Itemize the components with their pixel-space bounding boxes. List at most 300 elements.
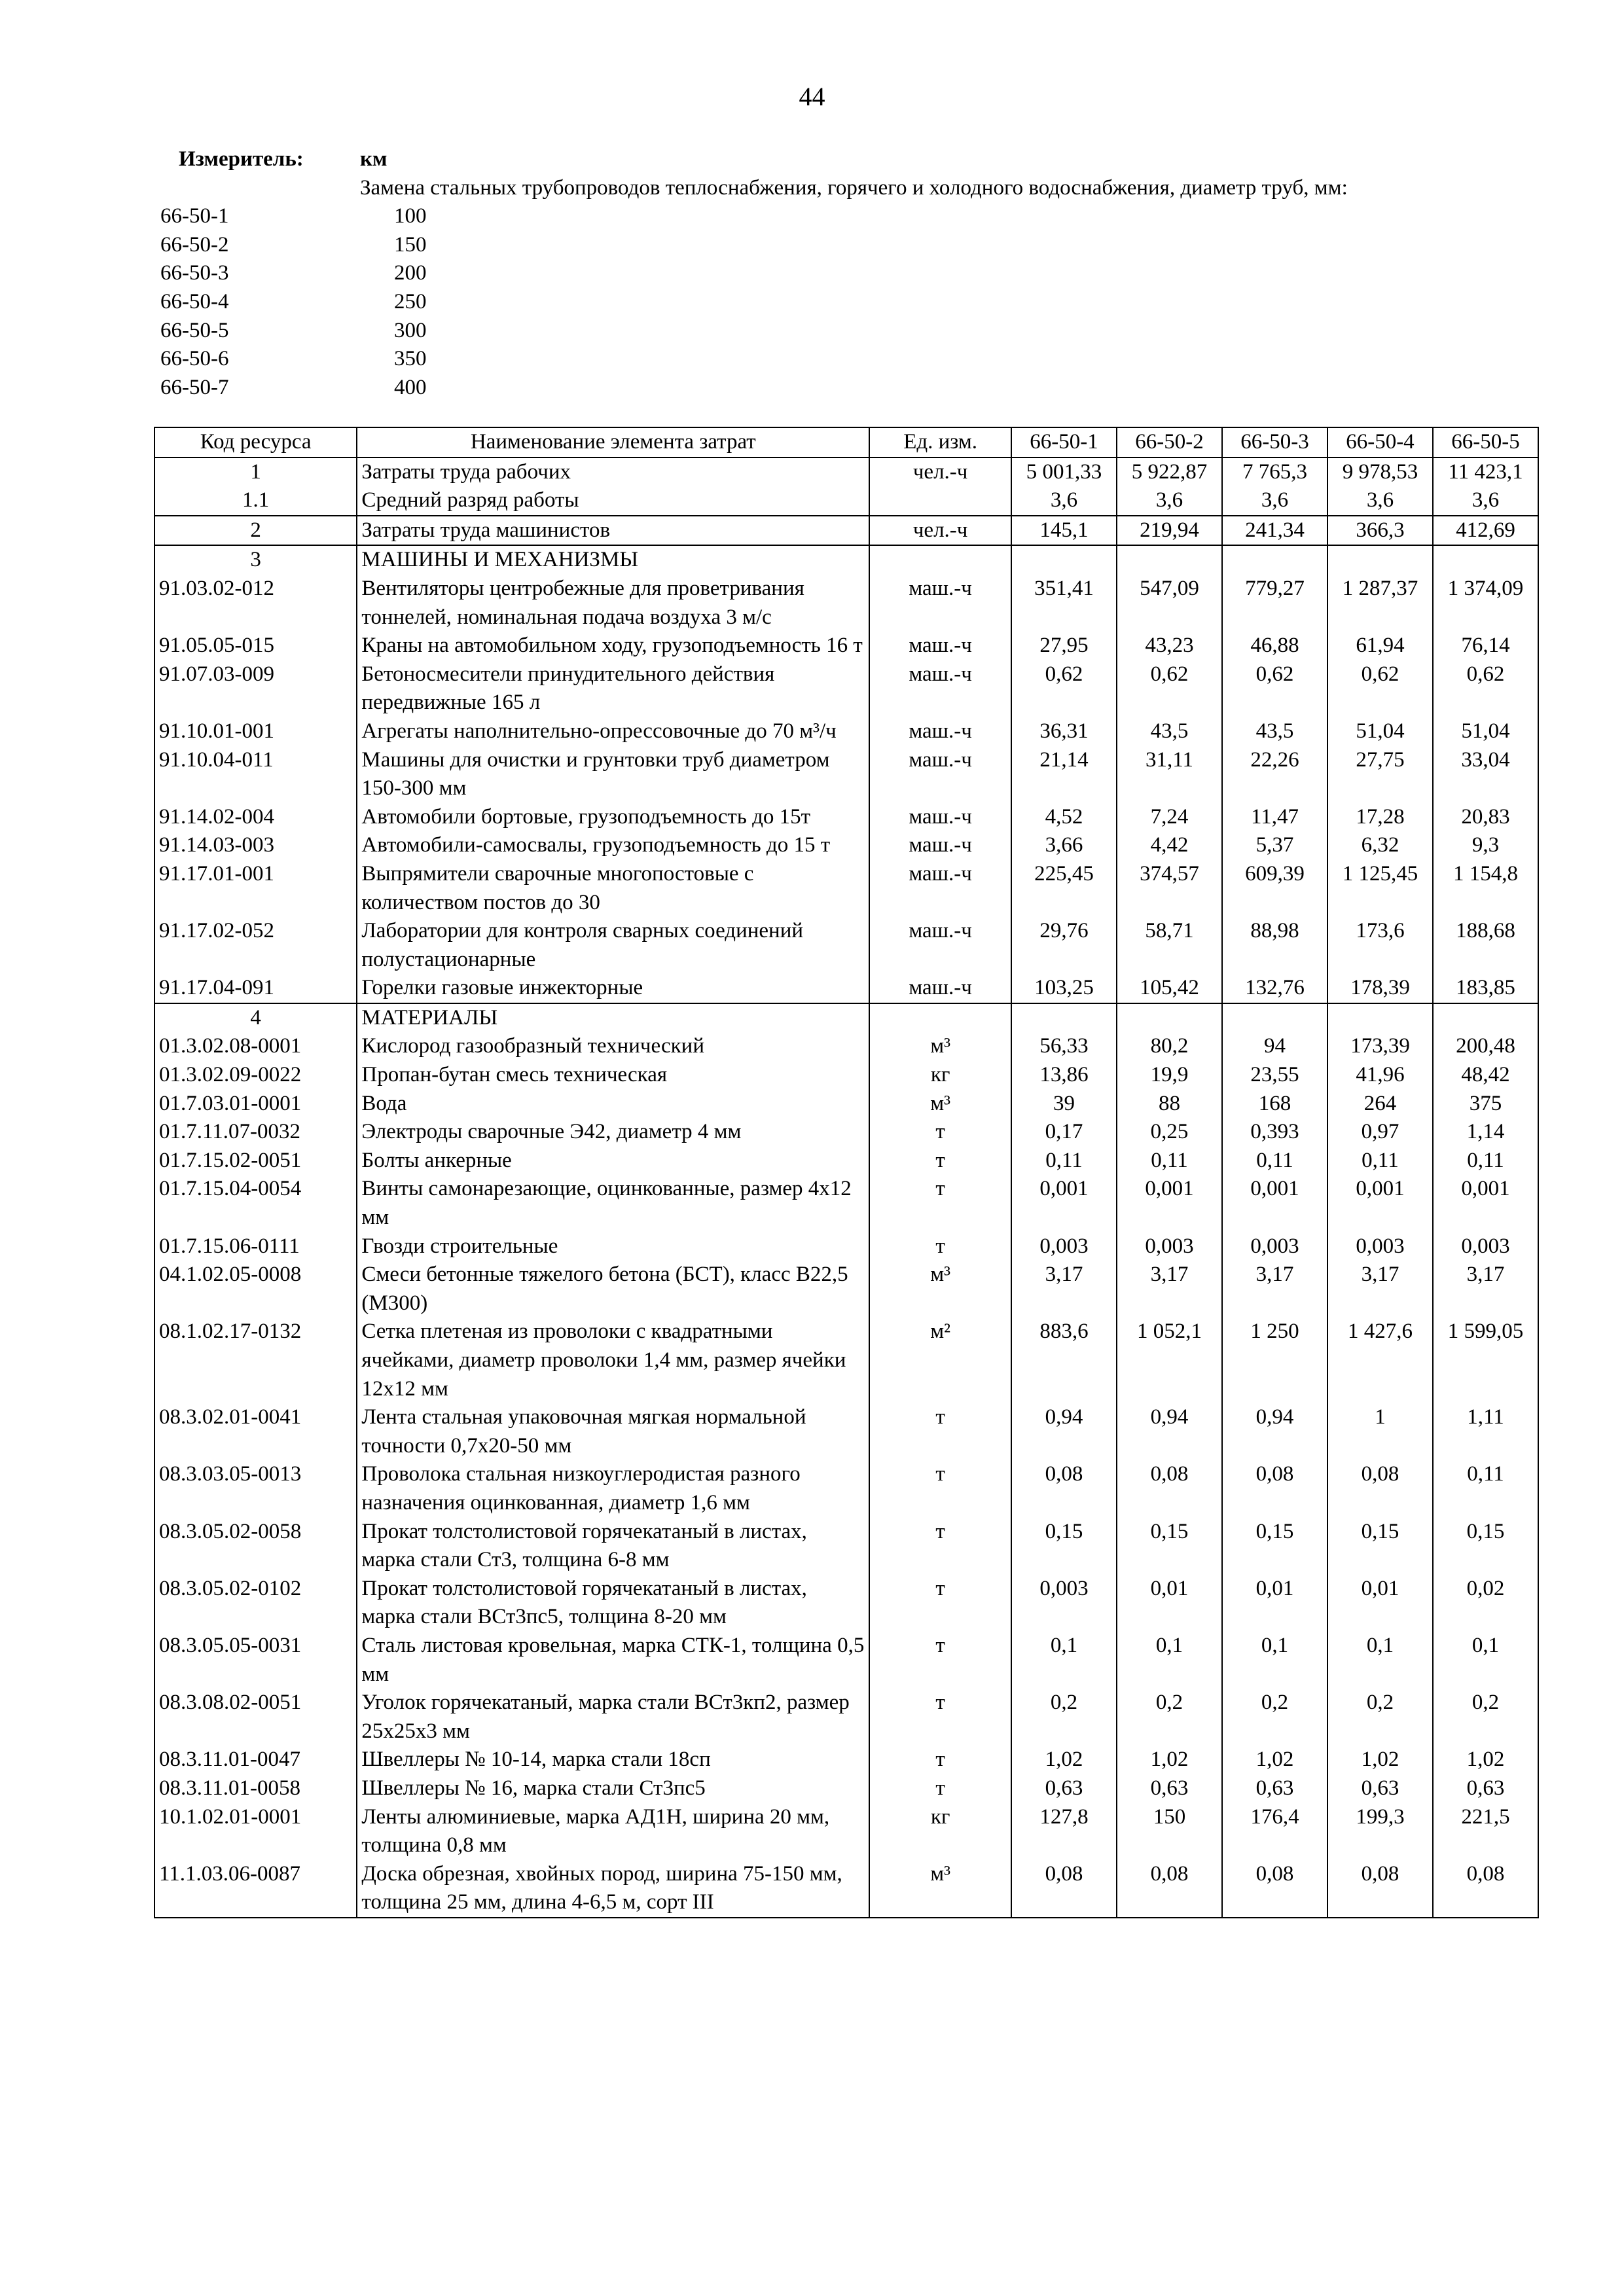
- variant-code: 66-50-3: [160, 261, 229, 285]
- table-row: [154, 1632, 1538, 1689]
- section-row: [154, 545, 1538, 575]
- table-row: [154, 1318, 1538, 1403]
- resource-name: Вода: [357, 1090, 869, 1119]
- value-cell: 1: [1327, 1403, 1433, 1460]
- value-cell: 0,003: [1222, 1232, 1327, 1261]
- variant-code: 66-50-7: [160, 375, 229, 399]
- value-cell: 88,98: [1222, 917, 1327, 974]
- value-cell: 33,04: [1433, 746, 1538, 803]
- header-code: Код ресурса: [154, 427, 357, 457]
- header-variant-1: 66-50-1: [1011, 427, 1117, 457]
- resource-name: Выпрямители сварочные многопостовые с количеством постов до 30: [357, 860, 869, 917]
- value-cell: 0,11: [1327, 1147, 1433, 1175]
- resource-unit: т: [869, 1403, 1011, 1460]
- value-cell: 0,63: [1011, 1774, 1117, 1803]
- resource-name: Ленты алюминиевые, марка АД1Н, ширина 20 мм, толщина 0,8 мм: [357, 1803, 869, 1860]
- value-cell: 375: [1433, 1090, 1538, 1119]
- value-cell: 0,08: [1117, 1460, 1222, 1517]
- resource-name: Электроды сварочные Э42, диаметр 4 мм: [357, 1118, 869, 1147]
- value-cell: 0,08: [1433, 1860, 1538, 1918]
- resource-name: Автомобили-самосвалы, грузоподъемность до 15 т: [357, 831, 869, 860]
- value-cell: [1011, 1003, 1117, 1033]
- table-row: [154, 632, 1538, 660]
- table-row: [154, 803, 1538, 832]
- value-cell: 5 001,33: [1011, 457, 1117, 487]
- value-cell: 0,1: [1327, 1632, 1433, 1689]
- resource-unit: маш.-ч: [869, 803, 1011, 832]
- value-cell: 547,09: [1117, 575, 1222, 632]
- value-cell: 0,94: [1117, 1403, 1222, 1460]
- value-cell: 43,5: [1117, 717, 1222, 746]
- resource-name: Средний разряд работы: [357, 486, 869, 516]
- resource-unit: т: [869, 1689, 1011, 1746]
- value-cell: 0,1: [1011, 1632, 1117, 1689]
- value-cell: 103,25: [1011, 974, 1117, 1003]
- resource-name: Краны на автомобильном ходу, грузоподъемность 16 т: [357, 632, 869, 660]
- resource-name: Затраты труда рабочих: [357, 457, 869, 487]
- value-cell: 19,9: [1117, 1061, 1222, 1090]
- value-cell: 150: [1117, 1803, 1222, 1860]
- meter-unit: км: [360, 147, 388, 171]
- resource-unit: м³: [869, 1860, 1011, 1918]
- value-cell: 0,2: [1433, 1689, 1538, 1746]
- value-cell: 0,63: [1117, 1774, 1222, 1803]
- value-cell: 200,48: [1433, 1032, 1538, 1061]
- variant-code: 66-50-6: [160, 347, 229, 371]
- table-row: [154, 1518, 1538, 1575]
- table-row: [154, 1090, 1538, 1119]
- value-cell: [1433, 545, 1538, 575]
- resource-name: Прокат толстолистовой горячекатаный в листах, марка стали ВСт3пс5, толщина 8-20 мм: [357, 1575, 869, 1632]
- resource-unit: маш.-ч: [869, 660, 1011, 717]
- value-cell: 183,85: [1433, 974, 1538, 1003]
- value-cell: 1 154,8: [1433, 860, 1538, 917]
- value-cell: 1 374,09: [1433, 575, 1538, 632]
- resource-unit: маш.-ч: [869, 717, 1011, 746]
- value-cell: 0,1: [1433, 1632, 1538, 1689]
- variant-diameter: 300: [394, 318, 427, 342]
- table-row: [154, 1061, 1538, 1090]
- value-cell: 3,6: [1433, 486, 1538, 516]
- value-cell: [1011, 545, 1117, 575]
- value-cell: 36,31: [1011, 717, 1117, 746]
- resource-code: 91.17.02-052: [154, 917, 357, 974]
- resource-unit: маш.-ч: [869, 746, 1011, 803]
- resource-code: 08.3.05.05-0031: [154, 1632, 357, 1689]
- variant-diameter: 350: [394, 347, 427, 371]
- value-cell: 0,2: [1011, 1689, 1117, 1746]
- value-cell: 23,55: [1222, 1061, 1327, 1090]
- value-cell: 0,15: [1011, 1518, 1117, 1575]
- value-cell: 22,26: [1222, 746, 1327, 803]
- resource-name: Сетка плетеная из проволоки с квадратными ячейками, диаметр проволоки 1,4 мм, размер ячейки 12х12 мм: [357, 1318, 869, 1403]
- value-cell: 11,47: [1222, 803, 1327, 832]
- resource-unit: т: [869, 1746, 1011, 1774]
- value-cell: 1 427,6: [1327, 1318, 1433, 1403]
- value-cell: 351,41: [1011, 575, 1117, 632]
- resource-code: 08.3.02.01-0041: [154, 1403, 357, 1460]
- value-cell: 127,8: [1011, 1803, 1117, 1860]
- table-row: [154, 974, 1538, 1003]
- value-cell: 225,45: [1011, 860, 1117, 917]
- resource-name: Пропан-бутан смесь техническая: [357, 1061, 869, 1090]
- value-cell: 1 052,1: [1117, 1318, 1222, 1403]
- header-variant-4: 66-50-4: [1327, 427, 1433, 457]
- resource-unit: маш.-ч: [869, 860, 1011, 917]
- value-cell: 0,62: [1117, 660, 1222, 717]
- resource-unit: т: [869, 1147, 1011, 1175]
- value-cell: 0,1: [1117, 1632, 1222, 1689]
- table-row: [154, 1261, 1538, 1318]
- value-cell: 31,11: [1117, 746, 1222, 803]
- value-cell: 779,27: [1222, 575, 1327, 632]
- value-cell: 0,11: [1117, 1147, 1222, 1175]
- value-cell: 0,003: [1011, 1575, 1117, 1632]
- value-cell: 0,08: [1222, 1460, 1327, 1517]
- value-cell: 0,08: [1011, 1860, 1117, 1918]
- value-cell: 4,52: [1011, 803, 1117, 832]
- resource-unit: маш.-ч: [869, 632, 1011, 660]
- resource-unit: м³: [869, 1261, 1011, 1318]
- header-variant-3: 66-50-3: [1222, 427, 1327, 457]
- resource-code: 08.1.02.17-0132: [154, 1318, 357, 1403]
- resource-code: 08.3.08.02-0051: [154, 1689, 357, 1746]
- resource-code: 91.03.02-012: [154, 575, 357, 632]
- table-row: [154, 1403, 1538, 1460]
- variant-row: [160, 345, 1568, 374]
- table-row: [154, 831, 1538, 860]
- resource-code: 91.17.01-001: [154, 860, 357, 917]
- resource-code: 91.10.04-011: [154, 746, 357, 803]
- value-cell: 27,95: [1011, 632, 1117, 660]
- table-row: [154, 1746, 1538, 1774]
- value-cell: 241,34: [1222, 516, 1327, 546]
- resource-unit: маш.-ч: [869, 917, 1011, 974]
- value-cell: 173,6: [1327, 917, 1433, 974]
- table-row: [154, 860, 1538, 917]
- resource-code: 01.3.02.09-0022: [154, 1061, 357, 1090]
- table-row: [154, 1147, 1538, 1175]
- value-cell: 0,11: [1433, 1147, 1538, 1175]
- value-cell: 221,5: [1433, 1803, 1538, 1860]
- value-cell: 0,63: [1327, 1774, 1433, 1803]
- section-row: [154, 1003, 1538, 1033]
- value-cell: 43,23: [1117, 632, 1222, 660]
- resource-unit: т: [869, 1460, 1011, 1517]
- variant-row: [160, 202, 1568, 231]
- resource-unit: маш.-ч: [869, 575, 1011, 632]
- resource-code: 3: [154, 545, 357, 575]
- variant-code: 66-50-4: [160, 289, 229, 314]
- table-row: [154, 1860, 1538, 1918]
- variant-diameter: 200: [394, 261, 427, 285]
- value-cell: 3,17: [1011, 1261, 1117, 1318]
- resource-unit: чел.-ч: [869, 457, 1011, 487]
- resource-name: Доска обрезная, хвойных пород, ширина 75-150 мм, толщина 25 мм, длина 4-6,5 м, сорт III: [357, 1860, 869, 1918]
- resource-code: 04.1.02.05-0008: [154, 1261, 357, 1318]
- resource-code: 08.3.03.05-0013: [154, 1460, 357, 1517]
- resource-unit: т: [869, 1774, 1011, 1803]
- value-cell: 0,62: [1011, 660, 1117, 717]
- resource-unit: т: [869, 1232, 1011, 1261]
- resource-unit: маш.-ч: [869, 974, 1011, 1003]
- value-cell: 20,83: [1433, 803, 1538, 832]
- resource-code: 01.7.15.04-0054: [154, 1175, 357, 1232]
- resource-code: 10.1.02.01-0001: [154, 1803, 357, 1860]
- value-cell: 80,2: [1117, 1032, 1222, 1061]
- resource-code: 01.7.15.02-0051: [154, 1147, 357, 1175]
- value-cell: [1117, 545, 1222, 575]
- variant-code: 66-50-5: [160, 318, 229, 342]
- table-row: [154, 1803, 1538, 1860]
- value-cell: 1,14: [1433, 1118, 1538, 1147]
- resource-unit: кг: [869, 1061, 1011, 1090]
- resource-name: Винты самонарезающие, оцинкованные, размер 4х12 мм: [357, 1175, 869, 1232]
- value-cell: 0,08: [1117, 1860, 1222, 1918]
- header-variant-2: 66-50-2: [1117, 427, 1222, 457]
- meter-row: [160, 145, 1568, 174]
- value-cell: 17,28: [1327, 803, 1433, 832]
- value-cell: 0,001: [1327, 1175, 1433, 1232]
- resource-code: 91.10.01-001: [154, 717, 357, 746]
- table-header-row: [154, 427, 1538, 457]
- value-cell: 3,6: [1222, 486, 1327, 516]
- value-cell: [1327, 545, 1433, 575]
- resource-unit: т: [869, 1575, 1011, 1632]
- value-cell: 6,32: [1327, 831, 1433, 860]
- value-cell: 1,02: [1222, 1746, 1327, 1774]
- value-cell: 264: [1327, 1090, 1433, 1119]
- resource-unit: т: [869, 1518, 1011, 1575]
- table-row: [154, 486, 1538, 516]
- value-cell: 0,001: [1117, 1175, 1222, 1232]
- description-row: [160, 174, 1568, 203]
- work-description: Замена стальных трубопроводов теплоснабжения, горячего и холодного водоснабжения, диаметр труб, мм:: [360, 175, 1348, 200]
- value-cell: 219,94: [1117, 516, 1222, 546]
- value-cell: 0,08: [1011, 1460, 1117, 1517]
- variant-diameter: 400: [394, 375, 427, 399]
- resource-unit: т: [869, 1175, 1011, 1232]
- resource-code: 11.1.03.06-0087: [154, 1860, 357, 1918]
- value-cell: 0,94: [1011, 1403, 1117, 1460]
- resource-name: Бетоносмесители принудительного действия передвижные 165 л: [357, 660, 869, 717]
- variant-diameter: 100: [394, 204, 427, 228]
- variant-diameter: 250: [394, 289, 427, 314]
- value-cell: 48,42: [1433, 1061, 1538, 1090]
- value-cell: 0,003: [1433, 1232, 1538, 1261]
- resource-unit: [869, 1003, 1011, 1033]
- resource-unit: кг: [869, 1803, 1011, 1860]
- table-row: [154, 1032, 1538, 1061]
- resource-code: 91.05.05-015: [154, 632, 357, 660]
- value-cell: 88: [1117, 1090, 1222, 1119]
- table-row: [154, 746, 1538, 803]
- variant-code: 66-50-2: [160, 232, 229, 257]
- resource-name: Прокат толстолистовой горячекатаный в листах, марка стали Ст3, толщина 6-8 мм: [357, 1518, 869, 1575]
- norm-header: [160, 145, 1568, 402]
- value-cell: 1,02: [1011, 1746, 1117, 1774]
- value-cell: 0,001: [1433, 1175, 1538, 1232]
- resource-code: 01.7.03.01-0001: [154, 1090, 357, 1119]
- value-cell: 1 599,05: [1433, 1318, 1538, 1403]
- value-cell: [1222, 1003, 1327, 1033]
- value-cell: 178,39: [1327, 974, 1433, 1003]
- resource-unit: маш.-ч: [869, 831, 1011, 860]
- resource-name: Автомобили бортовые, грузоподъемность до 15т: [357, 803, 869, 832]
- value-cell: 199,3: [1327, 1803, 1433, 1860]
- table-row: [154, 1460, 1538, 1517]
- value-cell: [1327, 1003, 1433, 1033]
- value-cell: 374,57: [1117, 860, 1222, 917]
- value-cell: 0,08: [1327, 1460, 1433, 1517]
- table-body: [154, 457, 1538, 1918]
- resource-name: Швеллеры № 10-14, марка стали 18сп: [357, 1746, 869, 1774]
- resource-name: МАТЕРИАЛЫ: [357, 1003, 869, 1033]
- value-cell: 1,02: [1327, 1746, 1433, 1774]
- table-row: [154, 660, 1538, 717]
- value-cell: 94: [1222, 1032, 1327, 1061]
- value-cell: 3,6: [1117, 486, 1222, 516]
- value-cell: 3,17: [1117, 1261, 1222, 1318]
- value-cell: 412,69: [1433, 516, 1538, 546]
- value-cell: [1222, 545, 1327, 575]
- table-row: [154, 1774, 1538, 1803]
- value-cell: 176,4: [1222, 1803, 1327, 1860]
- value-cell: 883,6: [1011, 1318, 1117, 1403]
- resource-unit: чел.-ч: [869, 516, 1011, 546]
- value-cell: 7 765,3: [1222, 457, 1327, 487]
- resource-unit: м³: [869, 1090, 1011, 1119]
- value-cell: 366,3: [1327, 516, 1433, 546]
- variant-row: [160, 288, 1568, 317]
- variant-diameter: 150: [394, 232, 427, 257]
- resource-table: [154, 427, 1539, 1918]
- table-row: [154, 1175, 1538, 1232]
- value-cell: [1433, 1003, 1538, 1033]
- resource-code: 08.3.11.01-0047: [154, 1746, 357, 1774]
- table-row: [154, 717, 1538, 746]
- resource-name: Агрегаты наполнительно-опрессовочные до 70 м³/ч: [357, 717, 869, 746]
- value-cell: 5,37: [1222, 831, 1327, 860]
- value-cell: 13,86: [1011, 1061, 1117, 1090]
- resource-name: Сталь листовая кровельная, марка СТК-1, толщина 0,5 мм: [357, 1632, 869, 1689]
- resource-code: 01.7.15.06-0111: [154, 1232, 357, 1261]
- resource-name: Болты анкерные: [357, 1147, 869, 1175]
- variant-list: [160, 202, 1568, 402]
- value-cell: 0,003: [1011, 1232, 1117, 1261]
- resource-unit: м³: [869, 1032, 1011, 1061]
- header-unit: Ед. изм.: [869, 427, 1011, 457]
- resource-code: 91.14.03-003: [154, 831, 357, 860]
- value-cell: 145,1: [1011, 516, 1117, 546]
- value-cell: 0,25: [1117, 1118, 1222, 1147]
- value-cell: 0,2: [1327, 1689, 1433, 1746]
- resource-code: 01.3.02.08-0001: [154, 1032, 357, 1061]
- value-cell: 3,17: [1433, 1261, 1538, 1318]
- value-cell: 3,17: [1222, 1261, 1327, 1318]
- resource-code: 01.7.11.07-0032: [154, 1118, 357, 1147]
- value-cell: 0,393: [1222, 1118, 1327, 1147]
- value-cell: 61,94: [1327, 632, 1433, 660]
- value-cell: 1 125,45: [1327, 860, 1433, 917]
- resource-name: Затраты труда машинистов: [357, 516, 869, 546]
- value-cell: 7,24: [1117, 803, 1222, 832]
- resource-code: 08.3.05.02-0058: [154, 1518, 357, 1575]
- variant-row: [160, 374, 1568, 403]
- table-row: [154, 1232, 1538, 1261]
- value-cell: 76,14: [1433, 632, 1538, 660]
- resource-name: Уголок горячекатаный, марка стали ВСт3кп2, размер 25х25х3 мм: [357, 1689, 869, 1746]
- table-row: [154, 1689, 1538, 1746]
- value-cell: 3,6: [1011, 486, 1117, 516]
- value-cell: 9 978,53: [1327, 457, 1433, 487]
- value-cell: 0,001: [1011, 1175, 1117, 1232]
- value-cell: 21,14: [1011, 746, 1117, 803]
- variant-row: [160, 317, 1568, 346]
- value-cell: 0,62: [1327, 660, 1433, 717]
- resource-name: Лента стальная упаковочная мягкая нормальной точности 0,7х20-50 мм: [357, 1403, 869, 1460]
- value-cell: 1,02: [1433, 1746, 1538, 1774]
- resource-unit: [869, 545, 1011, 575]
- value-cell: 56,33: [1011, 1032, 1117, 1061]
- value-cell: 0,11: [1433, 1460, 1538, 1517]
- resource-name: Швеллеры № 16, марка стали Ст3пс5: [357, 1774, 869, 1803]
- table-row: [154, 917, 1538, 974]
- value-cell: 168: [1222, 1090, 1327, 1119]
- value-cell: 58,71: [1117, 917, 1222, 974]
- value-cell: 188,68: [1433, 917, 1538, 974]
- value-cell: 0,1: [1222, 1632, 1327, 1689]
- resource-unit: т: [869, 1632, 1011, 1689]
- resource-name: МАШИНЫ И МЕХАНИЗМЫ: [357, 545, 869, 575]
- value-cell: 0,003: [1327, 1232, 1433, 1261]
- table-row: [154, 1118, 1538, 1147]
- value-cell: 1 250: [1222, 1318, 1327, 1403]
- value-cell: 0,01: [1117, 1575, 1222, 1632]
- resource-unit: м²: [869, 1318, 1011, 1403]
- resource-unit: [869, 486, 1011, 516]
- value-cell: 27,75: [1327, 746, 1433, 803]
- value-cell: 0,01: [1222, 1575, 1327, 1632]
- table-row: [154, 1575, 1538, 1632]
- value-cell: 0,15: [1117, 1518, 1222, 1575]
- value-cell: 3,6: [1327, 486, 1433, 516]
- variant-code: 66-50-1: [160, 204, 229, 228]
- header-name: Наименование элемента затрат: [357, 427, 869, 457]
- value-cell: 0,003: [1117, 1232, 1222, 1261]
- resource-code: 08.3.11.01-0058: [154, 1774, 357, 1803]
- value-cell: 0,63: [1222, 1774, 1327, 1803]
- value-cell: 51,04: [1433, 717, 1538, 746]
- value-cell: 41,96: [1327, 1061, 1433, 1090]
- variant-row: [160, 231, 1568, 260]
- value-cell: 4,42: [1117, 831, 1222, 860]
- resource-code: 08.3.05.02-0102: [154, 1575, 357, 1632]
- value-cell: 132,76: [1222, 974, 1327, 1003]
- value-cell: 0,11: [1011, 1147, 1117, 1175]
- variant-row: [160, 259, 1568, 288]
- value-cell: 0,97: [1327, 1118, 1433, 1147]
- value-cell: 51,04: [1327, 717, 1433, 746]
- value-cell: 0,62: [1433, 660, 1538, 717]
- resource-code: 91.17.04-091: [154, 974, 357, 1003]
- value-cell: 0,01: [1327, 1575, 1433, 1632]
- value-cell: 1,02: [1117, 1746, 1222, 1774]
- value-cell: 1,11: [1433, 1403, 1538, 1460]
- value-cell: 609,39: [1222, 860, 1327, 917]
- resource-code: 91.14.02-004: [154, 803, 357, 832]
- value-cell: 173,39: [1327, 1032, 1433, 1061]
